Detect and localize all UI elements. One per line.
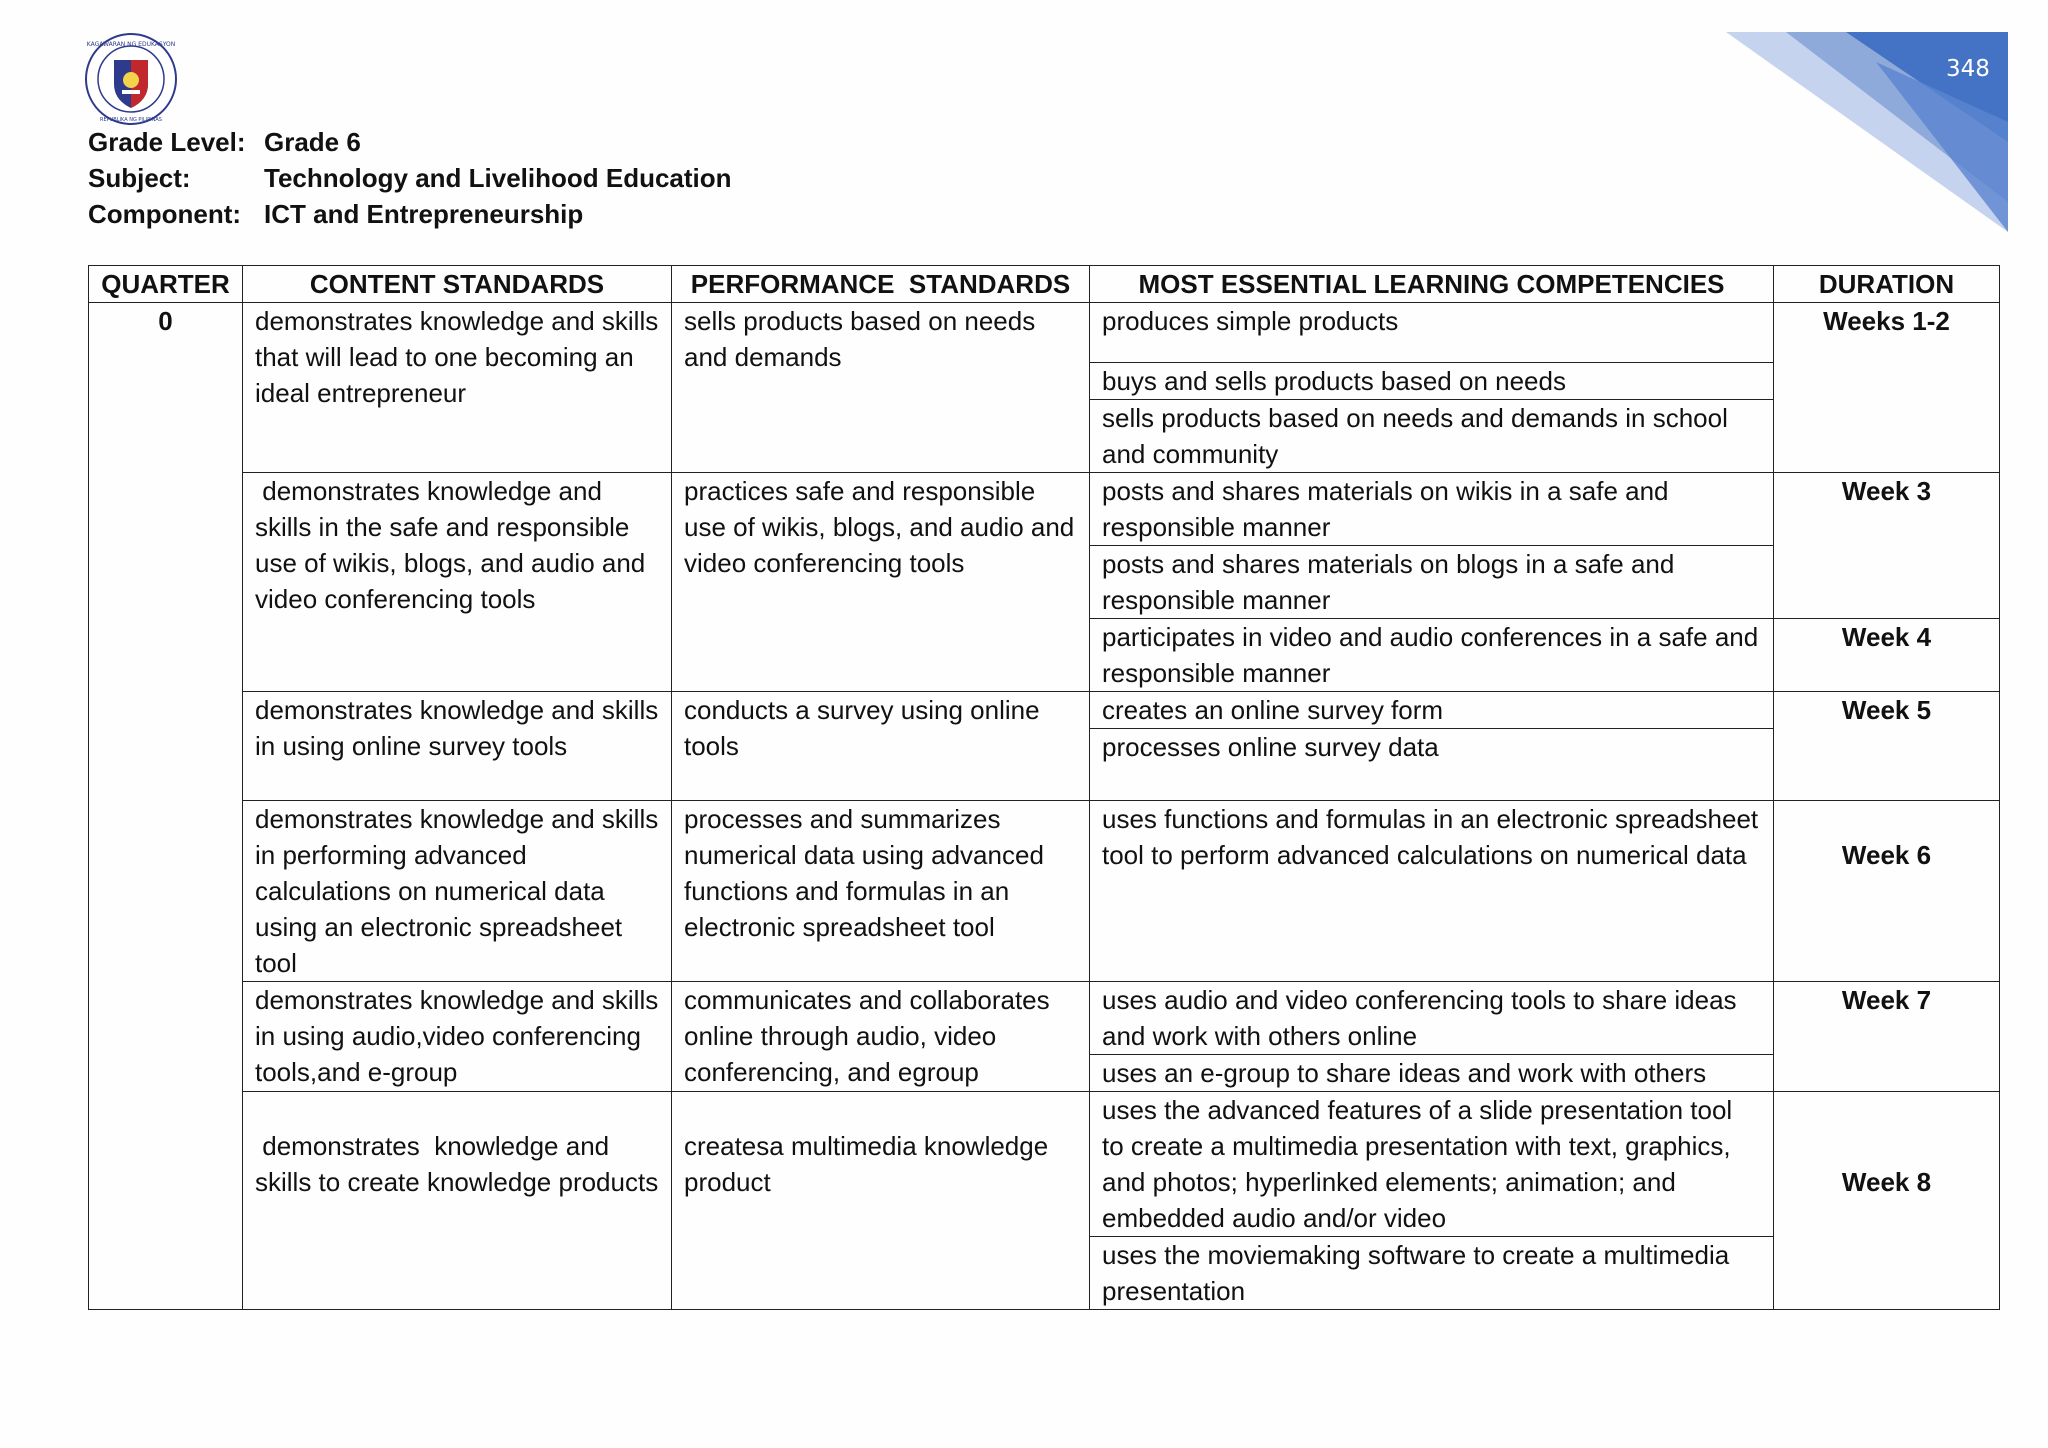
component-value: ICT and Entrepreneurship [264, 199, 584, 229]
table-row [89, 692, 2000, 729]
competency-cell: posts and shares materials on wikis in a safe and responsible manner [1090, 473, 1774, 546]
performance-standard-cell: conducts a survey using online tools [672, 692, 1090, 801]
duration-cell: Week 3 [1774, 473, 2000, 619]
table-row [89, 473, 2000, 546]
content-standard-cell: demonstrates knowledge and skills in performing advanced calculations on numerical data using an electronic spreadsheet tool [243, 801, 672, 982]
component-label: Component: [88, 199, 242, 229]
page-number: 348 [1946, 56, 1990, 82]
competency-cell: uses the advanced features of a slide presentation tool to create a multimedia presentation with text, graphics, and photos; hyperlinked elements; animation; and embedded audio and/or video [1090, 1092, 1774, 1237]
deped-seal-logo [84, 32, 178, 126]
duration-cell: Week 5 [1774, 692, 2000, 801]
grade-level-row [88, 124, 732, 160]
duration-cell: Week 7 [1774, 982, 2000, 1092]
content-standard-cell: demonstrates knowledge and skills in using online survey tools [243, 692, 672, 801]
grade-level-label: Grade Level: [88, 127, 246, 157]
table-row [89, 982, 2000, 1055]
competency-cell: uses audio and video conferencing tools to share ideas and work with others online [1090, 982, 1774, 1055]
content-standard-cell: demonstrates knowledge and skills in using audio,video conferencing tools,and e-group [243, 982, 672, 1092]
column-header-duration: DURATION [1774, 266, 2000, 303]
content-standard-cell: demonstrates knowledge and skills to create knowledge products [243, 1092, 672, 1310]
grade-level-value: Grade 6 [264, 127, 361, 157]
duration-cell: Week 6 [1774, 801, 2000, 982]
content-standard-cell: demonstrates knowledge and skills that will lead to one becoming an ideal entrepreneur [243, 303, 672, 473]
content-standard-cell: demonstrates knowledge and skills in the safe and responsible use of wikis, blogs, and audio and video conferencing tools [243, 473, 672, 692]
document-header [88, 124, 732, 232]
competency-cell: sells products based on needs and demands in school and community [1090, 400, 1774, 473]
svg-text:KAGAWARAN NG EDUKASYON: KAGAWARAN NG EDUKASYON [86, 41, 176, 48]
performance-standard-cell: communicates and collaborates online through audio, video conferencing, and egroup [672, 982, 1090, 1092]
subject-value: Technology and Livelihood Education [264, 163, 732, 193]
column-header-performance-standards: PERFORMANCE STANDARDS [672, 266, 1090, 303]
performance-standard-cell: sells products based on needs and demands [672, 303, 1090, 473]
competency-cell: uses functions and formulas in an electronic spreadsheet tool to perform advanced calculations on numerical data [1090, 801, 1774, 982]
duration-cell: Week 4 [1774, 619, 2000, 692]
curriculum-table [88, 265, 2000, 1310]
svg-text:REPUBLIKA NG PILIPINAS: REPUBLIKA NG PILIPINAS [100, 117, 162, 123]
competency-cell: creates an online survey form [1090, 692, 1774, 729]
table-row [89, 1092, 2000, 1237]
competency-cell: uses the moviemaking software to create a multimedia presentation [1090, 1237, 1774, 1310]
subject-label: Subject: [88, 163, 191, 193]
component-row [88, 196, 732, 232]
performance-standard-cell: practices safe and responsible use of wikis, blogs, and audio and video conferencing tools [672, 473, 1090, 692]
column-header-competencies: MOST ESSENTIAL LEARNING COMPETENCIES [1090, 266, 1774, 303]
table-row [89, 303, 2000, 363]
performance-standard-cell: createsa multimedia knowledge product [672, 1092, 1090, 1310]
quarter-cell: 0 [89, 303, 243, 1310]
table-row [89, 801, 2000, 982]
competency-cell: processes online survey data [1090, 729, 1774, 801]
duration-cell: Weeks 1-2 [1774, 303, 2000, 473]
table-header-row [89, 266, 2000, 303]
performance-standard-cell: processes and summarizes numerical data using advanced functions and formulas in an electronic spreadsheet tool [672, 801, 1090, 982]
competency-cell: uses an e-group to share ideas and work with others [1090, 1055, 1774, 1092]
column-header-quarter: QUARTER [89, 266, 243, 303]
competency-cell: participates in video and audio conferences in a safe and responsible manner [1090, 619, 1774, 692]
subject-row [88, 160, 732, 196]
duration-cell: Week 8 [1774, 1092, 2000, 1310]
competency-cell: buys and sells products based on needs [1090, 363, 1774, 400]
competency-cell: posts and shares materials on blogs in a safe and responsible manner [1090, 546, 1774, 619]
competency-cell: produces simple products [1090, 303, 1774, 363]
column-header-content-standards: CONTENT STANDARDS [243, 266, 672, 303]
